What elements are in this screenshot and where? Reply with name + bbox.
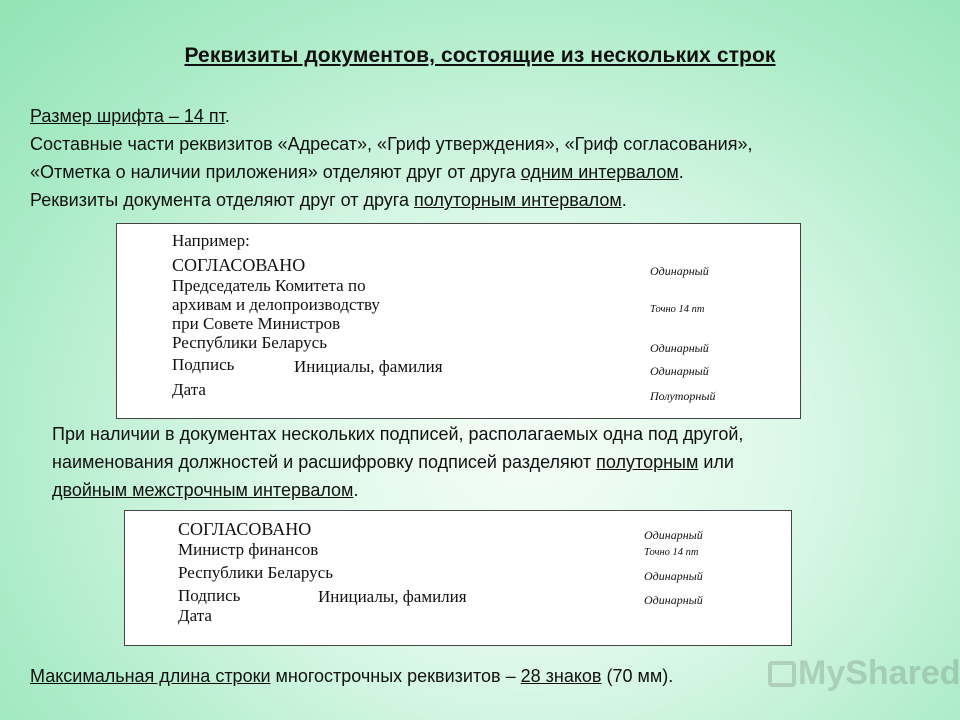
watermark: MyShared — [768, 654, 960, 693]
example2-note: Точно 14 пт — [644, 547, 699, 558]
example1-line: при Совете Министров — [172, 314, 341, 333]
max-length-line: Максимальная длина строки многострочных реквизитов – 28 знаков (70 мм). — [30, 666, 674, 686]
example2-line: Министр финансов — [178, 540, 319, 559]
intro-paragraph — [30, 102, 950, 214]
example2-line: Дата — [178, 606, 212, 625]
example2-note: Одинарный — [644, 593, 703, 607]
intro-line-4: Реквизиты документа отделяют друг от друга полуторным интервалом. — [30, 190, 627, 210]
example1-note: Полуторный — [650, 389, 716, 403]
slide-title: Реквизиты документов, состоящие из нескольких строк — [184, 44, 776, 67]
watermark-icon — [768, 661, 796, 687]
example1-line: Например: — [172, 231, 250, 250]
middle-line-2: наименования должностей и расшифровку подписей разделяют полуторным или — [52, 452, 734, 472]
middle-paragraph — [52, 420, 952, 504]
example1-line: Председатель Комитета по — [172, 276, 366, 295]
example1-note: Одинарный — [650, 264, 709, 278]
intro-line-3: «Отметка о наличии приложения» отделяют друг от друга одним интервалом. — [30, 162, 684, 182]
example2-line: Подпись — [178, 586, 241, 605]
intro-line-2: Составные части реквизитов «Адресат», «Гриф утверждения», «Гриф согласования», — [30, 134, 753, 154]
example2-line: Инициалы, фамилия — [318, 587, 467, 606]
example1-line: Республики Беларусь — [172, 333, 327, 352]
middle-line-1: При наличии в документах нескольких подписей, располагаемых одна под другой, — [52, 424, 744, 444]
example2-line: СОГЛАСОВАНО — [178, 519, 312, 539]
example1-note: Точно 14 пт — [650, 304, 705, 315]
example1-line: СОГЛАСОВАНО — [172, 255, 306, 275]
example1-line: Подпись — [172, 355, 235, 374]
example2-note: Одинарный — [644, 528, 703, 542]
example1-line: архивам и делопроизводству — [172, 295, 380, 314]
example-box-1 — [116, 223, 801, 419]
font-size-line: Размер шрифта – 14 пт. — [30, 106, 230, 126]
example-box-2 — [124, 510, 792, 646]
example1-line: Дата — [172, 380, 206, 399]
example2-line: Республики Беларусь — [178, 563, 333, 582]
example2-note: Одинарный — [644, 569, 703, 583]
example1-note: Одинарный — [650, 341, 709, 355]
example1-line: Инициалы, фамилия — [294, 357, 443, 376]
middle-line-3: двойным межстрочным интервалом. — [52, 480, 359, 500]
example1-note: Одинарный — [650, 364, 709, 378]
